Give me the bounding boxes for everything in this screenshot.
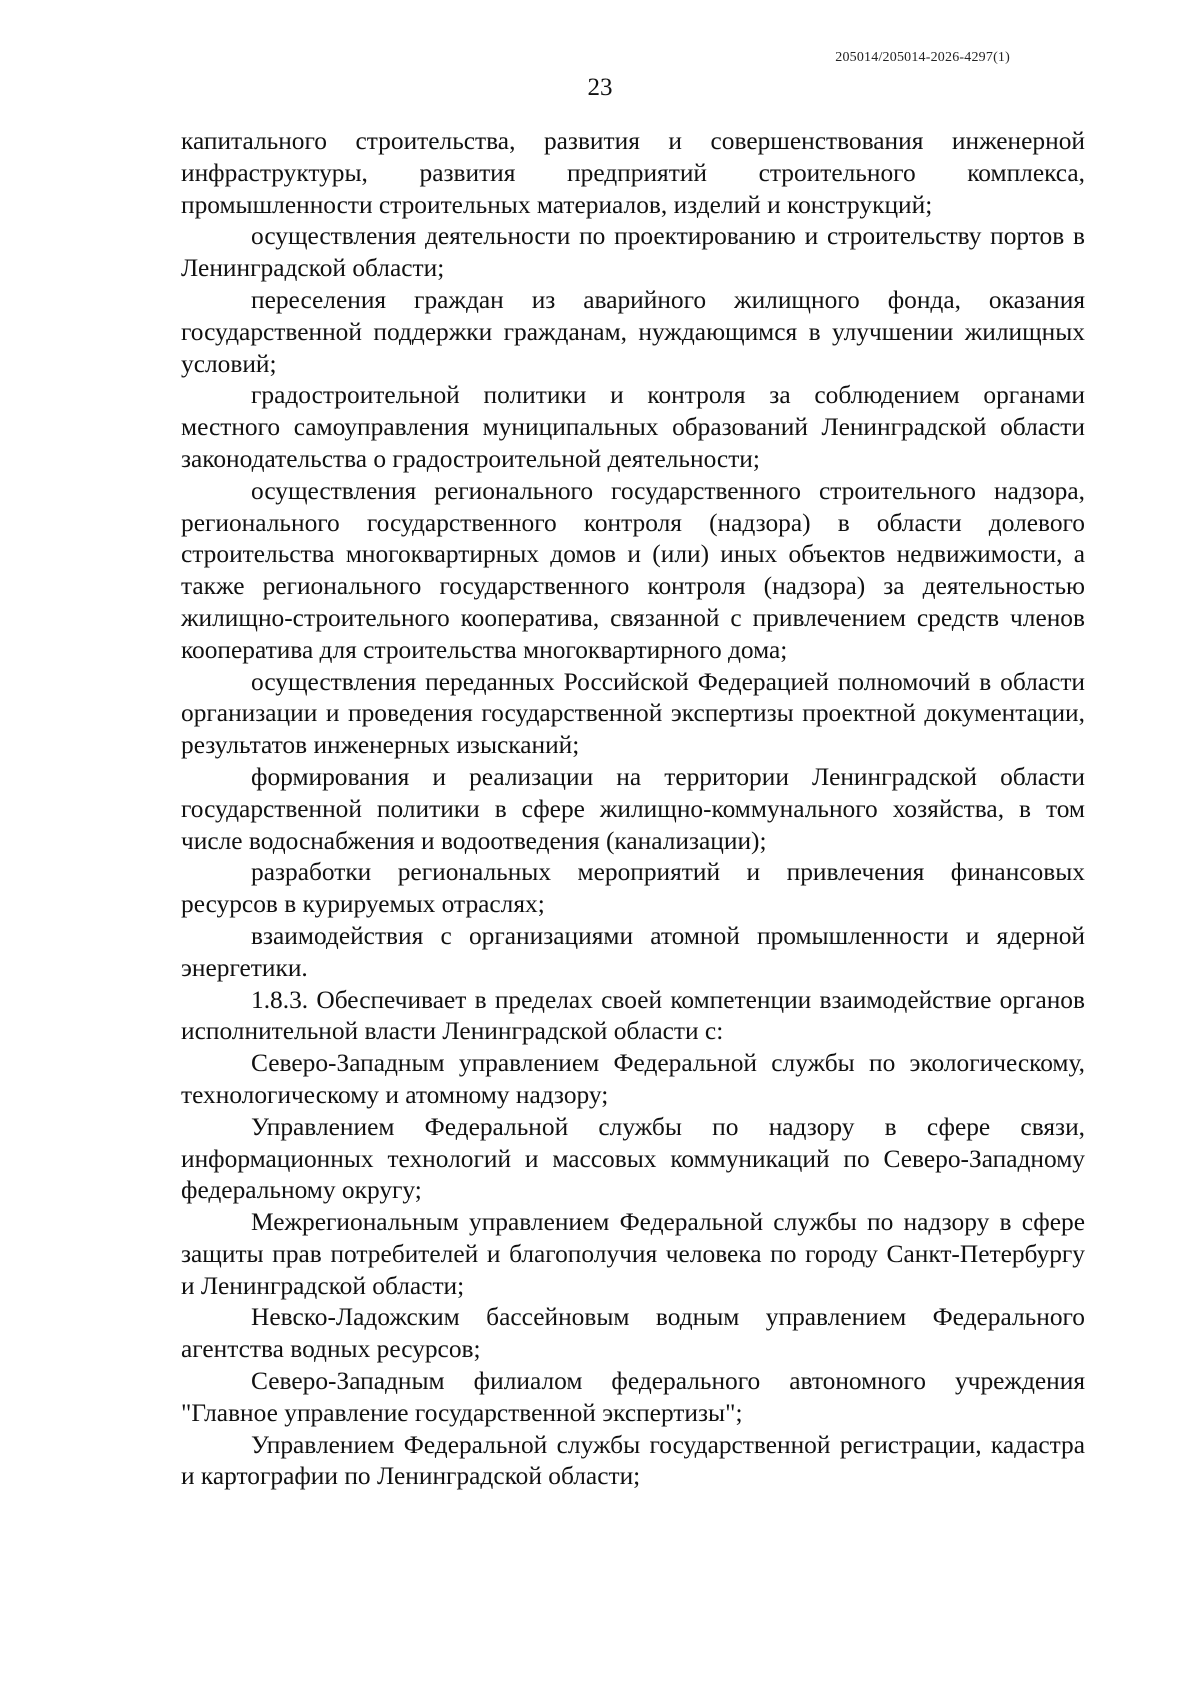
paragraph: переселения граждан из аварийного жилищного фонда, оказания государственной поддержки гражданам, нуждающимся в улучшении жилищных условий; xyxy=(181,285,1085,378)
paragraph: формирования и реализации на территории Ленинградской области государственной политики в сфере жилищно-коммунального хозяйства, в том числе водоснабжения и водоотведения (канализации); xyxy=(181,762,1085,855)
paragraph: взаимодействия с организациями атомной промышленности и ядерной энергетики. xyxy=(181,921,1085,982)
paragraph: Управлением Федеральной службы государственной регистрации, кадастра и картографии по Ленинградской области; xyxy=(181,1430,1085,1491)
document-body xyxy=(181,126,1085,1493)
paragraph: осуществления регионального государственного строительного надзора, регионального государственного контроля (надзора) в области долевого строительства многоквартирных домов и (или) иных объектов недвижимости, а также регионального государственного контроля (надзора) за деятельностью жилищно-строительного кооператива, связанной с привлечением средств членов кооператива для строительства многоквартирного дома; xyxy=(181,476,1085,664)
paragraph: градостроительной политики и контроля за соблюдением органами местного самоуправления муниципальных образований Ленинградской области законодательства о градостроительной деятельности; xyxy=(181,381,1085,473)
document-reference-number: 205014/205014-2026-4297(1) xyxy=(835,50,1010,65)
paragraph: осуществления деятельности по проектированию и строительству портов в Ленинградской области; xyxy=(181,222,1085,283)
paragraph-continuation: капитального строительства, развития и совершенствования инженерной инфраструктуры, развития предприятий строительного комплекса, промышленности строительных материалов, изделий и конструкций; xyxy=(181,127,1085,219)
section-paragraph: 1.8.3. Обеспечивает в пределах своей компетенции взаимодействие органов исполнительной власти Ленинградской области с: xyxy=(181,985,1085,1046)
page-number: 23 xyxy=(587,74,613,101)
paragraph: Северо-Западным управлением Федеральной службы по экологическому, технологическому и атомному надзору; xyxy=(181,1049,1085,1109)
paragraph: Северо-Западным филиалом федерального автономного учреждения "Главное управление государственной экспертизы"; xyxy=(181,1367,1085,1427)
paragraph: осуществления переданных Российской Федерацией полномочий в области организации и проведения государственной экспертизы проектной документации, результатов инженерных изысканий; xyxy=(181,667,1085,760)
paragraph: разработки региональных мероприятий и привлечения финансовых ресурсов в курируемых отраслях; xyxy=(181,858,1085,919)
paragraph: Невско-Ладожским бассейновым водным управлением Федерального агентства водных ресурсов; xyxy=(181,1303,1085,1364)
paragraph: Управлением Федеральной службы по надзору в сфере связи, информационных технологий и массовых коммуникаций по Северо-Западному федеральному округу; xyxy=(181,1112,1085,1205)
paragraph: Межрегиональным управлением Федеральной службы по надзору в сфере защиты прав потребителей и благополучия человека по городу Санкт-Петербургу и Ленинградской области; xyxy=(181,1208,1085,1300)
